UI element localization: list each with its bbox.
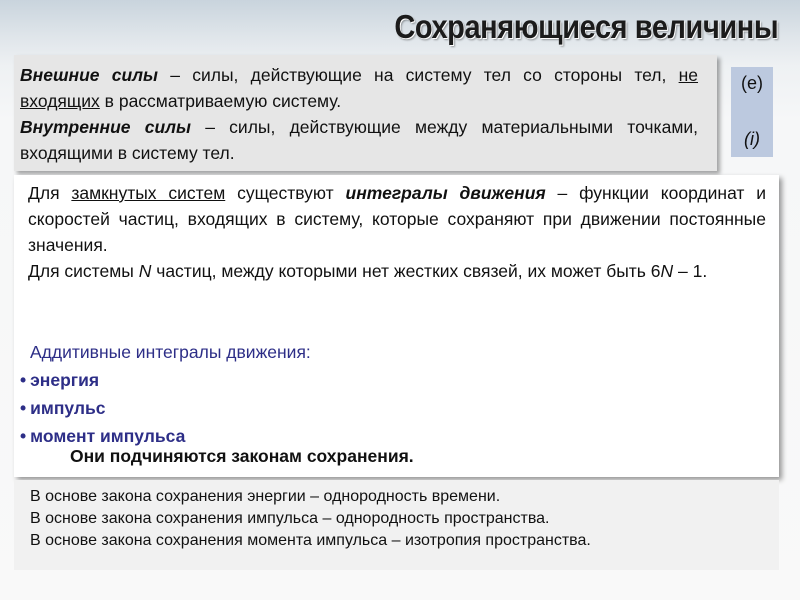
- external-forces-definition: [20, 62, 698, 114]
- internal-forces-text: – силы, действующие между материальными точками, входящими в систему тел.: [20, 117, 698, 163]
- p1-text-mid: существуют: [225, 183, 346, 203]
- external-forces-text-end: в рассматриваемую систему.: [99, 91, 342, 111]
- external-forces-term: Внешние силы: [20, 65, 158, 85]
- energy-basis-line: В основе закона сохранения энергии – однородность времени.: [30, 488, 501, 505]
- basis-text: [30, 486, 591, 552]
- integrals-of-motion-term: интегралы движения: [345, 183, 546, 203]
- p2-text-mid: частиц, между которыми нет жестких связей, их может быть 6: [151, 261, 661, 281]
- definitions-text: [20, 62, 698, 166]
- external-forces-text: – силы, действующие на систему тел со стороны тел,: [158, 65, 679, 85]
- bullet-icon: •: [20, 370, 27, 390]
- n-variable-2: N: [660, 261, 674, 281]
- internal-forces-term: Внутренние силы: [20, 117, 191, 137]
- not-included-underlined: не входящих: [20, 65, 699, 111]
- internal-label: (i): [744, 129, 760, 149]
- integrals-text: [28, 180, 766, 284]
- list-item-label: энергия: [30, 370, 100, 390]
- slide-title: Сохраняющиеся величины: [394, 8, 778, 45]
- external-label: (e): [741, 73, 763, 93]
- p1-text-end: – функции координат и скоростей частиц, входящих в систему, которые сохраняют при движении постоянные значения.: [28, 183, 767, 255]
- n-variable: N: [138, 261, 152, 281]
- closed-systems-underlined: замкнутых систем: [71, 183, 226, 203]
- closed-systems-paragraph: [28, 180, 766, 258]
- list-item-label: импульс: [30, 398, 106, 418]
- n-particles-paragraph: [28, 258, 766, 284]
- p2-text: Для системы: [28, 261, 139, 281]
- p2-text-end: – 1.: [673, 261, 708, 281]
- additive-integrals-title: Аддитивные интегралы движения:: [30, 342, 311, 362]
- list-item: [20, 367, 185, 395]
- bullet-icon: •: [20, 398, 27, 418]
- conservation-laws-conclusion: Они подчиняются законам сохранения.: [70, 446, 414, 466]
- list-item: [20, 395, 185, 423]
- additive-integrals-list: [20, 367, 185, 451]
- momentum-basis-line: В основе закона сохранения импульса – однородность пространства.: [30, 510, 550, 527]
- internal-forces-definition: [20, 114, 698, 166]
- superscript-labels-box: [731, 67, 773, 157]
- angular-momentum-basis-line: В основе закона сохранения момента импульса – изотропия пространства.: [30, 532, 591, 549]
- list-item-label: момент импульса: [30, 426, 186, 446]
- bullet-icon: •: [20, 426, 27, 446]
- p1-text: Для: [28, 183, 72, 203]
